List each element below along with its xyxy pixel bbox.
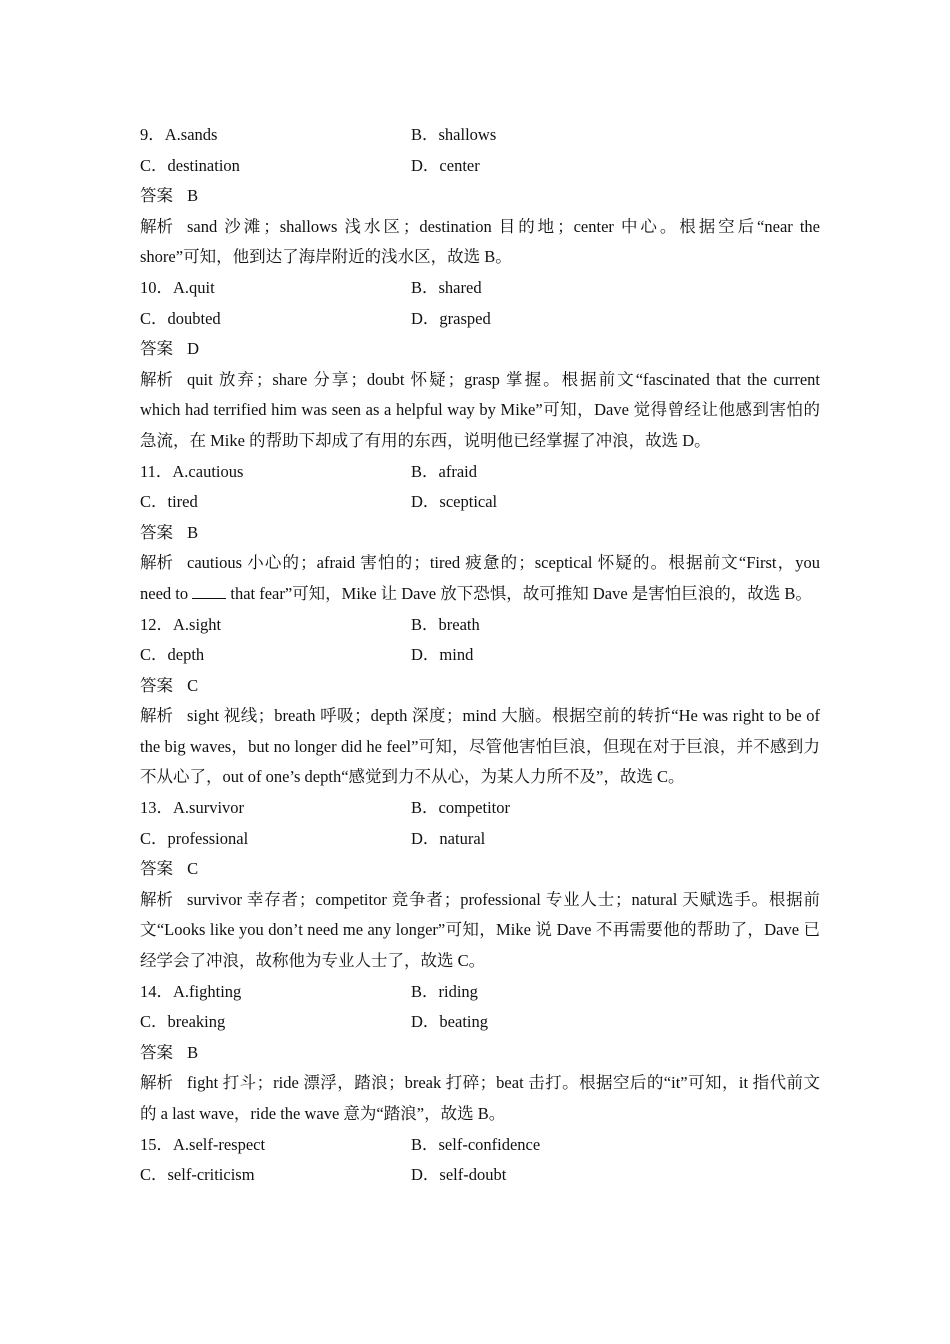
option-c: C．doubted — [140, 308, 221, 328]
question-12-options-cd — [140, 640, 820, 671]
question-13-options-ab — [140, 793, 820, 824]
option-a: 14．A.fighting — [140, 981, 242, 1001]
question-9-answer — [140, 181, 820, 212]
question-15-options-cd — [140, 1160, 820, 1191]
answer-value: B — [187, 186, 199, 206]
answer-value: D — [187, 339, 200, 359]
question-13-answer — [140, 854, 820, 885]
option-d: D．beating — [411, 1012, 488, 1032]
question-10-answer — [140, 334, 820, 365]
explanation-text: quit 放弃；share 分享；doubt 怀疑；grasp 掌握。根据前文“fascinated that the current which had terrified him was seen as a helpful way by Mike”可知，Dave 觉得曾经让他感到害怕的急流，在 Mike 的帮助下却成了有用的东西，说明他已经掌握了冲浪，故选 D。 — [140, 369, 820, 450]
question-9-options-ab — [140, 120, 820, 151]
option-b: B．self-confidence — [411, 1134, 541, 1154]
answer-label: 答案 — [140, 675, 173, 695]
explanation-label: 解析 — [140, 889, 173, 909]
document-page — [140, 120, 820, 1191]
question-9-options-cd — [140, 151, 820, 182]
explanation-label: 解析 — [140, 706, 173, 726]
question-15-options-ab — [140, 1130, 820, 1161]
question-13-explanation — [140, 885, 820, 977]
question-14-explanation — [140, 1068, 820, 1129]
option-c: C．depth — [140, 645, 205, 665]
explanation-label: 解析 — [140, 216, 173, 236]
option-b: B．shared — [411, 277, 482, 297]
explanation-text-2: that fear”可知，Mike 让 Dave 放下恐惧，故可推知 Dave 是害怕巨浪的，故选 B。 — [226, 583, 812, 603]
option-d: D．center — [411, 155, 480, 175]
question-11-answer — [140, 518, 820, 549]
answer-value: B — [187, 522, 199, 542]
option-a: 13．A.survivor — [140, 798, 245, 818]
explanation-label: 解析 — [140, 1073, 173, 1093]
answer-label: 答案 — [140, 522, 173, 542]
option-c: C．self-criticism — [140, 1165, 255, 1185]
question-11-options-ab — [140, 457, 820, 488]
question-14-options-ab — [140, 977, 820, 1008]
question-14-options-cd — [140, 1007, 820, 1038]
option-d: D．self-doubt — [411, 1165, 507, 1185]
question-14-answer — [140, 1038, 820, 1069]
option-d: D．grasped — [411, 308, 491, 328]
explanation-text: sand 沙滩；shallows 浅水区；destination 目的地；center 中心。根据空后“near the shore”可知，他到达了海岸附近的浅水区，故选 B。 — [140, 216, 820, 267]
option-b: B．breath — [411, 614, 480, 634]
question-11-explanation — [140, 548, 820, 609]
option-a: 12．A.sight — [140, 614, 222, 634]
option-c: C．breaking — [140, 1012, 226, 1032]
question-12-explanation — [140, 701, 820, 793]
explanation-text: fight 打斗；ride 漂浮，踏浪；break 打碎；beat 击打。根据空后的“it”可知，it 指代前文的 a last wave，ride the wave 意为“踏浪”，故选 B。 — [140, 1073, 820, 1123]
option-b: B．afraid — [411, 461, 477, 481]
option-b: B．shallows — [411, 125, 497, 144]
question-12-options-ab — [140, 610, 820, 641]
option-c: C．tired — [140, 492, 198, 512]
option-a: 10．A.quit — [140, 277, 215, 297]
answer-label: 答案 — [140, 1042, 173, 1062]
question-10-options-cd — [140, 304, 820, 335]
answer-value: C — [187, 859, 199, 879]
option-a: 9．A.sands — [140, 125, 218, 144]
question-9-explanation — [140, 212, 820, 273]
explanation-text: survivor 幸存者；competitor 竞争者；professional 专业人士；natural 天赋选手。根据前文“Looks like you don’t need me any longer”可知，Mike 说 Dave 不再需要他的帮助了，Dave 已经学会了冲浪，故称他为专业人士了，故选 C。 — [140, 889, 820, 971]
question-13-options-cd — [140, 824, 820, 855]
option-d: D．sceptical — [411, 492, 498, 512]
option-b: B．competitor — [411, 798, 510, 818]
answer-value: C — [187, 675, 199, 695]
option-a: 11．A.cautious — [140, 461, 244, 481]
answer-label: 答案 — [140, 859, 173, 879]
answer-label: 答案 — [140, 186, 173, 206]
option-d: D．mind — [411, 645, 474, 665]
question-10-explanation — [140, 365, 820, 457]
explanation-label: 解析 — [140, 553, 173, 573]
question-12-answer — [140, 671, 820, 702]
answer-label: 答案 — [140, 339, 173, 359]
question-11-options-cd — [140, 487, 820, 518]
answer-value: B — [187, 1042, 199, 1062]
explanation-text: sight 视线；breath 呼吸；depth 深度；mind 大脑。根据空前的转折“He was right to be of the big waves，but no longer did he feel”可知，尽管他害怕巨浪，但现在对于巨浪，并不感到力不从心了，out of one’s depth“感觉到力不从心，为某人力所不及”，故选 C。 — [140, 706, 820, 787]
option-b: B．riding — [411, 981, 478, 1001]
option-c: C．professional — [140, 828, 249, 848]
explanation-text-1: cautious 小心的；afraid 害怕的；tired 疲惫的；sceptical 怀疑的。根据前文“First，you need to — [140, 553, 820, 603]
question-10-options-ab — [140, 273, 820, 304]
option-a: 15．A.self-respect — [140, 1134, 266, 1154]
option-c: C．destination — [140, 155, 240, 175]
fill-in-blank — [192, 584, 226, 599]
option-d: D．natural — [411, 828, 486, 848]
explanation-label: 解析 — [140, 369, 173, 389]
